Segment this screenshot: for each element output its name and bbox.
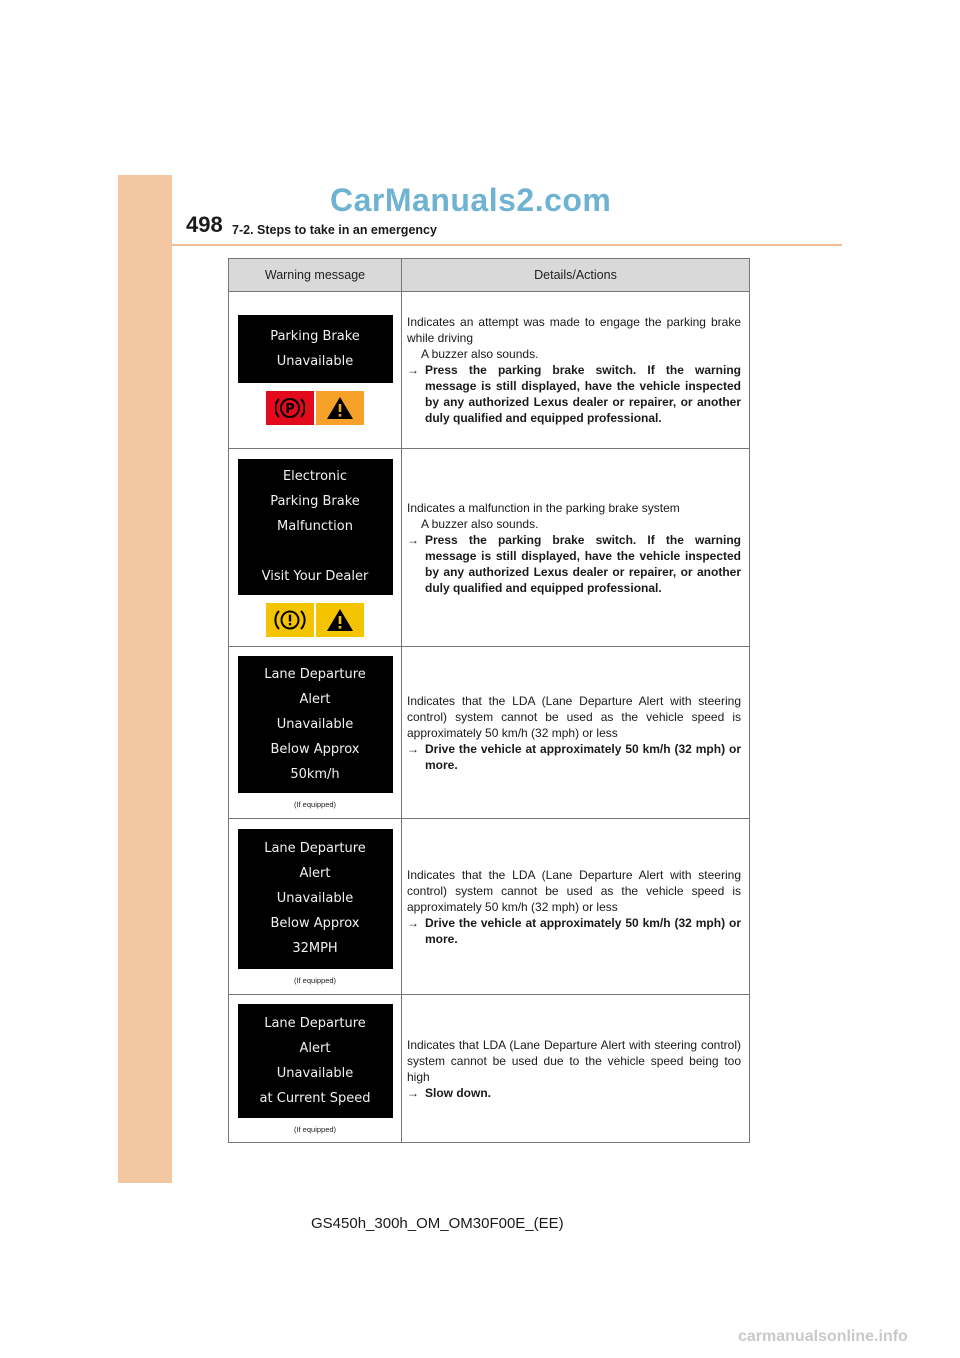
screen-line: Unavailable (276, 1065, 354, 1081)
action-text: → Press the parking brake switch. If the warning message is still displayed, have the vehicle inspected by any authorized Lexus dealer or repairer, or another duly qualified and equipped professional. (407, 532, 741, 595)
if-equipped-note: (If equipped) (293, 975, 337, 985)
description-text: Indicates that the LDA (Lane Departure Alert with steering control) system cannot be used as the vehicle speed is approximately 50 km/h (32 mph) or less (407, 693, 741, 740)
arrow-icon: → (407, 1085, 419, 1100)
watermark-top: CarManuals2.com (330, 182, 612, 218)
display-screen (238, 315, 393, 383)
details-cell (402, 647, 750, 819)
warning-message-cell (229, 995, 402, 1143)
description-text: Indicates that the LDA (Lane Departure Alert with steering control) system cannot be used as the vehicle speed is approximately 50 km/h (32 mph) or less (407, 867, 741, 914)
warning-triangle-orange-icon (316, 603, 364, 637)
warning-message-cell (229, 449, 402, 647)
warning-message-cell (229, 647, 402, 819)
parking-brake-red-icon (266, 391, 314, 425)
screen-line: Malfunction (277, 519, 353, 534)
display-screen (238, 829, 393, 969)
page-number: 498 (186, 212, 223, 237)
screen-line: Parking Brake (270, 494, 360, 509)
arrow-icon: → (407, 915, 419, 930)
details-cell (402, 995, 750, 1143)
table-row (229, 995, 750, 1143)
action-text: → Slow down. (407, 1085, 491, 1100)
arrow-icon: → (407, 363, 419, 377)
screen-line: Alert (299, 1040, 331, 1056)
screen-line: Alert (299, 692, 331, 707)
screen-line: Below Approx (270, 916, 360, 931)
warning-message-table (228, 258, 750, 1143)
indicator-icons (229, 603, 401, 637)
document-code: GS450h_300h_OM_OM30F00E_(EE) (311, 1215, 564, 1232)
section-title: 7-2. Steps to take in an emergency (232, 223, 437, 237)
details-cell (402, 292, 750, 449)
display-screen (238, 656, 393, 793)
if-equipped-note: (If equipped) (293, 1124, 337, 1134)
brake-malfunction-yellow-icon (266, 603, 314, 637)
table-row (229, 819, 750, 995)
table-row (229, 647, 750, 819)
header-rule (172, 244, 842, 246)
details-cell (402, 449, 750, 647)
screen-line: Unavailable (276, 717, 354, 732)
screen-line: Electronic (282, 469, 348, 484)
chapter-side-tab (118, 175, 172, 1183)
description-text: Indicates a malfunction in the parking brake system (407, 500, 680, 515)
note-text: A buzzer also sounds. (421, 347, 539, 361)
action-text: → Drive the vehicle at approximately 50 km/h (32 mph) or more. (407, 741, 741, 772)
screen-line: Below Approx (270, 742, 360, 757)
table-header-row (229, 259, 750, 292)
arrow-icon: → (407, 532, 419, 547)
action-text: → Drive the vehicle at approximately 50 km/h (32 mph) or more. (407, 915, 741, 946)
action-text: → Press the parking brake switch. If the warning message is still displayed, have the vehicle inspected by any authorized Lexus dealer or repairer, or another duly qualified and equipped professional. (407, 363, 741, 425)
note-text: A buzzer also sounds. (421, 516, 539, 531)
header-warning-message: Warning message (229, 259, 402, 292)
details-cell (402, 819, 750, 995)
screen-line: Alert (299, 866, 331, 881)
header-details-actions: Details/Actions (402, 259, 750, 292)
screen-line: Parking Brake (270, 329, 360, 344)
screen-line: Lane Departure (264, 841, 366, 856)
display-screen (238, 1004, 393, 1118)
svg-text:P: P (285, 402, 295, 417)
screen-line: Unavailable (276, 354, 354, 369)
warning-triangle-orange-icon (316, 391, 364, 425)
display-screen (238, 459, 393, 595)
screen-line: Lane Departure (264, 667, 366, 682)
warning-message-cell (229, 819, 402, 995)
screen-line: at Current Speed (259, 1090, 371, 1106)
warning-message-cell (229, 292, 402, 449)
if-equipped-note: (If equipped) (293, 800, 337, 809)
screen-line: 50km/h (290, 767, 340, 782)
table-row (229, 292, 750, 449)
screen-line: Lane Departure (264, 1015, 366, 1031)
screen-line: Unavailable (276, 891, 354, 906)
description-text: Indicates an attempt was made to engage the parking brake while driving (407, 315, 741, 345)
screen-line: 32MPH (292, 941, 338, 956)
table-row (229, 449, 750, 647)
description-text: Indicates that LDA (Lane Departure Alert with steering control) system cannot be used due to the vehicle speed being too high (407, 1037, 741, 1084)
arrow-icon: → (407, 741, 419, 756)
watermark-bottom: carmanualsonline.info (738, 1328, 908, 1345)
indicator-icons (229, 391, 401, 425)
screen-line: Visit Your Dealer (261, 569, 369, 584)
